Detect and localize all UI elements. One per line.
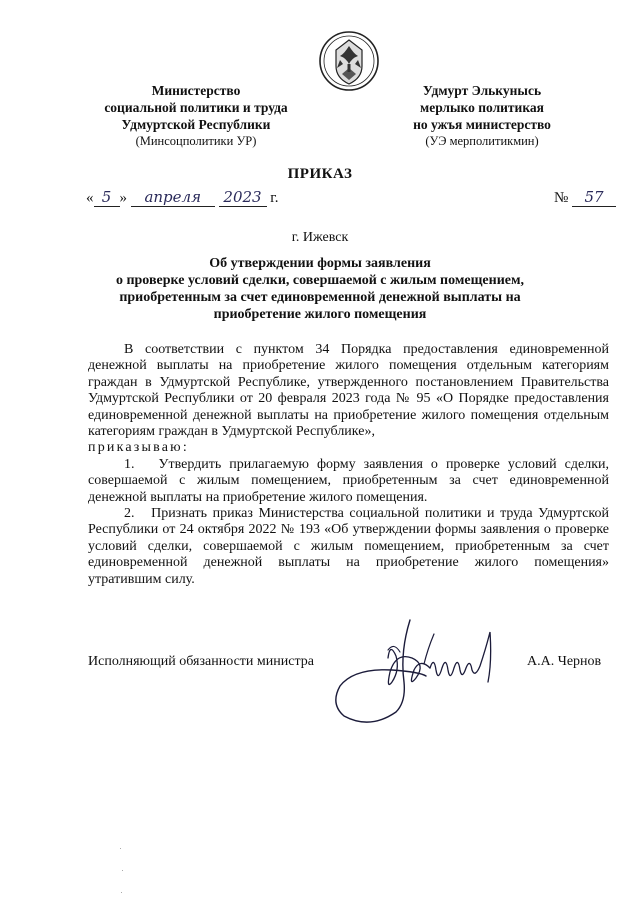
date-month: апреля <box>131 188 215 207</box>
scan-speck <box>121 892 122 893</box>
item-2: 2. Признать приказ Министерства социальной политики и труда Удмуртской Республики от 24 октября 2022 № 193 «Об утверждении формы заявления о проверке условий сделки, совершаемой с жилым помещением, приобретенным за счет единовременной денежной выплаты на приобретение жилого помещения» утратившим силу. <box>88 506 609 587</box>
ministry-name-udm-line3: но ужъя министерство <box>413 117 551 132</box>
date-day: 5 <box>94 188 120 207</box>
intro-paragraph: В соответствии с пунктом 34 Порядка предоставления единовременной денежной выплаты на приобретение жилого помещения отдельным категориям граждан в Удмуртской Республике, утвержденного постановлением Правительства Удмуртской Республики от 20 февраля 2023 года № 95 «О Порядке предоставления единовременной денежной выплаты на приобретение жилого помещения отдельным категориям граждан в Удмуртской Республике», <box>88 342 609 440</box>
item-1: 1. Утвердить прилагаемую форму заявления о проверке условий сделки, совершаемой с жилым помещением, приобретенным за счет единовременной денежной выплаты на приобретение жилого помещения. <box>88 456 609 505</box>
ministry-name-line2: социальной политики и труда <box>104 100 288 115</box>
date-close-quote: » <box>119 190 127 206</box>
ministry-abbr: (Минсоцполитики УР) <box>135 134 257 148</box>
ministry-name-udm-line1: Удмурт Элькунысь <box>422 83 542 98</box>
order-word <box>88 440 609 456</box>
ministry-abbr-udm: (УЭ мерполитикмин) <box>425 134 539 148</box>
title-line2: о проверке условий сделки, совершаемой с жилым помещением, <box>115 273 525 288</box>
ministry-header-udm <box>392 82 572 150</box>
date-open-quote: « <box>86 190 94 206</box>
date-year: 2023 <box>219 188 267 207</box>
scan-speck <box>120 848 121 849</box>
ministry-name-line3: Удмуртской Республики <box>121 117 271 132</box>
signatory-position: Исполняющий обязанности министра <box>88 654 314 669</box>
order-word-text: приказываю: <box>88 440 189 456</box>
date-number-row <box>86 188 616 214</box>
title-line4: приобретение жилого помещения <box>213 307 427 322</box>
city: г. Ижевск <box>291 230 349 245</box>
order-date <box>86 188 278 207</box>
handwritten-signature <box>330 612 510 732</box>
date-suffix: г. <box>270 190 279 206</box>
signatory-name: А.А. Чернов <box>527 654 602 669</box>
document-type: ПРИКАЗ <box>287 166 353 182</box>
document-title <box>110 255 530 323</box>
scan-speck <box>122 870 123 871</box>
title-line3: приобретенным за счет единовременной денежной выплаты на <box>119 290 521 305</box>
document-body <box>88 342 609 588</box>
ministry-name-udm-line2: мерлыко политикая <box>420 100 544 115</box>
title-line1: Об утверждении формы заявления <box>209 256 431 271</box>
coat-of-arms-icon <box>318 30 380 92</box>
order-number <box>554 188 616 207</box>
ministry-name-line1: Министерство <box>151 83 241 98</box>
number-value: 57 <box>572 188 616 207</box>
number-label: № <box>553 190 569 206</box>
ministry-header-ru <box>86 82 306 150</box>
